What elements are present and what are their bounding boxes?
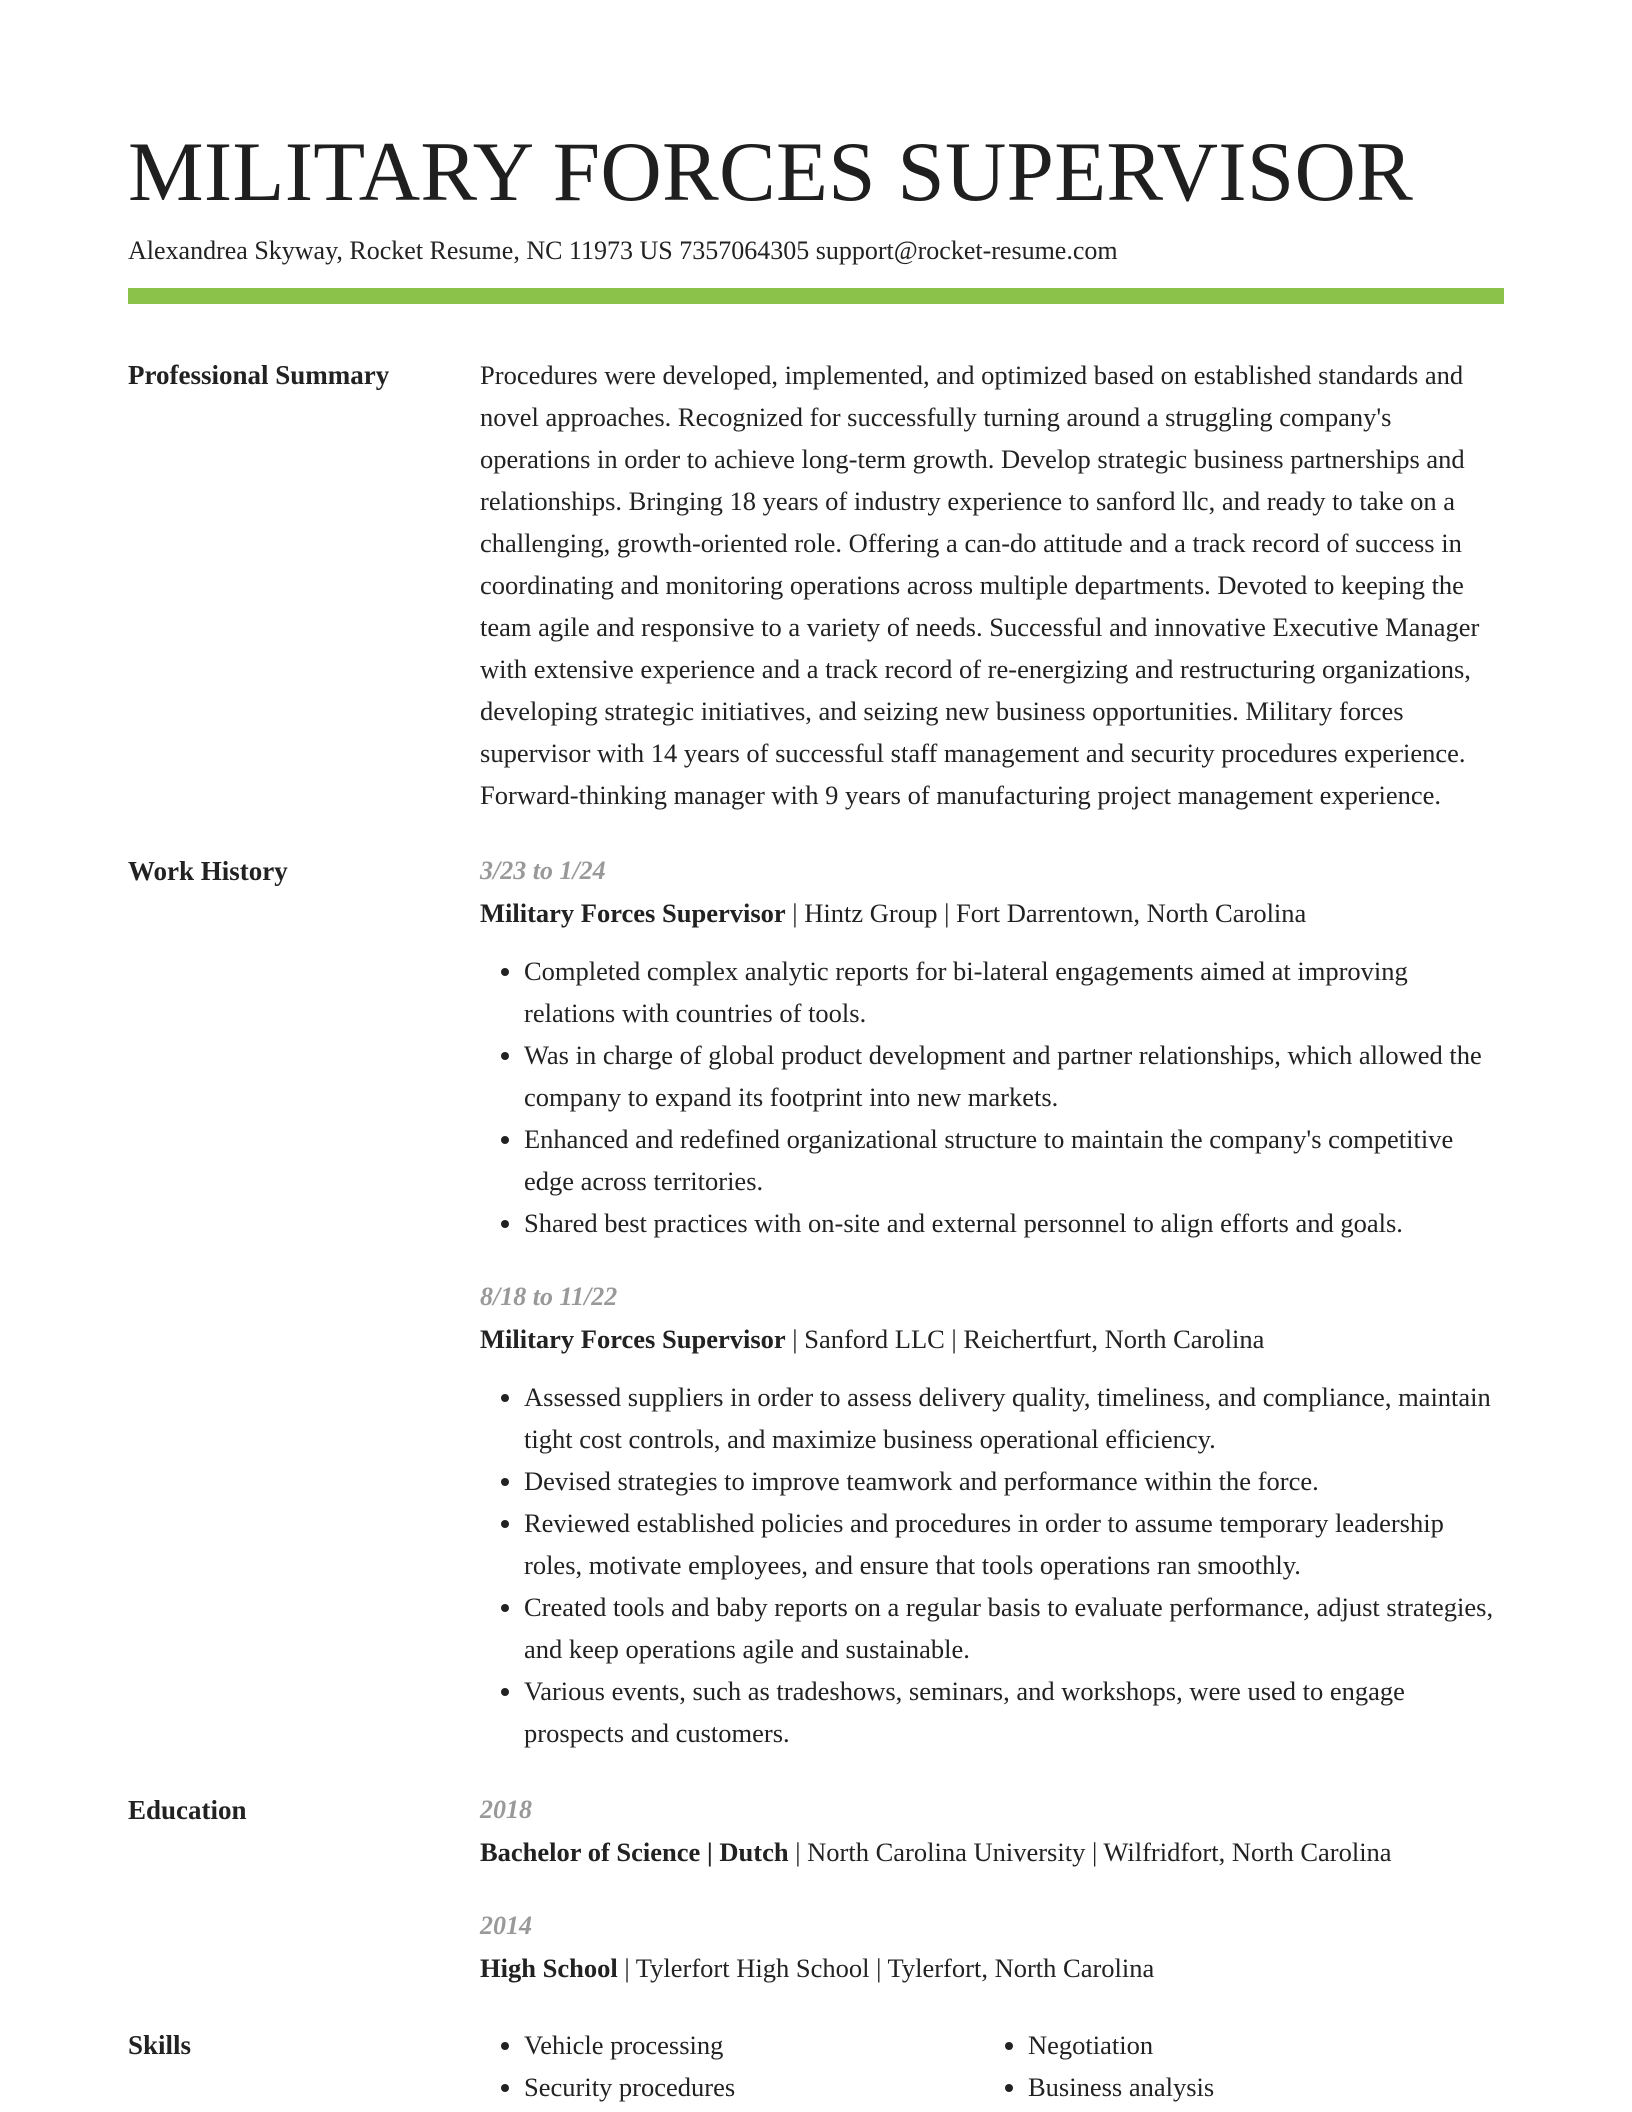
work-history-body [480,850,1504,1754]
summary-heading: Professional Summary [128,360,390,390]
education-year: 2014 [480,1911,532,1940]
job-title-line [480,892,1504,934]
summary-body [480,354,1504,816]
job-bullet: • Reviewed established policies and procedures in order to assume temporary leadership roles, motivate employees, and ensure that tools operations ran smoothly. [524,1502,1504,1586]
job-details: | Hintz Group | Fort Darrentown, North Carolina [785,898,1307,928]
job-bullet: • Created tools and baby reports on a regular basis to evaluate performance, adjust strategies, and keep operations agile and sustainable. [524,1586,1504,1670]
job-bullets [480,1376,1504,1754]
skills-section [128,2024,1504,2108]
education-section [128,1789,1504,1989]
job-bullet: • Shared best practices with on-site and external personnel to align efforts and goals. [524,1202,1504,1244]
resume-title: MILITARY FORCES SUPERVISOR [128,125,1414,219]
job-details: | Sanford LLC | Reichertfurt, North Carolina [785,1324,1265,1354]
summary-section [128,354,1504,816]
job-dates: 8/18 to 11/22 [480,1282,618,1311]
education-year: 2018 [480,1795,532,1824]
job-bullet: • Enhanced and redefined organizational structure to maintain the company's competitive edge across territories. [524,1118,1504,1202]
job-bullet: • Devised strategies to improve teamwork and performance within the force. [524,1460,1504,1502]
skill-item: • Security procedures [524,2066,984,2108]
education-details: | Tylerfort High School | Tylerfort, North Carolina [617,1953,1155,1983]
education-heading: Education [128,1795,247,1825]
job-bullet: • Was in charge of global product development and partner relationships, which allowed the company to expand its footprint into new markets. [524,1034,1504,1118]
skills-body [480,2024,1504,2108]
header-divider [128,288,1504,304]
summary-text: Procedures were developed, implemented, and optimized based on established standards and novel approaches. Recognized for successfully turning around a struggling company's operations in order to achieve long-term growth. Develop strategic business partnerships and relationships. Bringing 18 years of industry experience to sanford llc, and ready to take on a challenging, growth-oriented role. Offering a can-do attitude and a track record of success in coordinating and monitoring operations across multiple departments. Devoted to keeping the team agile and responsive to a variety of needs. Successful and innovative Executive Manager with extensive experience and a track record of re-energizing and restructuring organizations, developing strategic initiatives, and seizing new business opportunities. Military forces supervisor with 14 years of successful staff management and security procedures experience. Forward-thinking manager with 9 years of manufacturing project management experience. [480,360,1480,810]
job-bullet: • Assessed suppliers in order to assess delivery quality, timeliness, and compliance, maintain tight cost controls, and maximize business operational efficiency. [524,1376,1504,1460]
work-history-heading: Work History [128,856,288,886]
education-line [480,1947,1504,1989]
resume-page [128,0,1504,2108]
job-dates: 3/23 to 1/24 [480,856,606,885]
job-role: Military Forces Supervisor [480,1324,786,1354]
job-bullet: • Completed complex analytic reports for bi-lateral engagements aimed at improving relations with countries of tools. [524,950,1504,1034]
skill-item: • Negotiation [1028,2024,1488,2066]
education-degree: Bachelor of Science | Dutch [480,1837,789,1867]
education-entry [480,1905,1504,1989]
skills-list-right [984,2024,1488,2108]
job-bullets [480,950,1504,1244]
education-line [480,1831,1504,1873]
skills-list-left [480,2024,984,2108]
job-entry [480,1276,1504,1754]
skill-item: • Vehicle processing [524,2024,984,2066]
skills-columns [480,2024,1504,2108]
job-entry [480,850,1504,1244]
education-body [480,1789,1504,1989]
education-degree: High School [480,1953,618,1983]
work-history-section [128,850,1504,1754]
job-title-line [480,1318,1504,1360]
job-bullet: • Various events, such as tradeshows, seminars, and workshops, were used to engage prospects and customers. [524,1670,1504,1754]
education-details: | North Carolina University | Wilfridfort, North Carolina [788,1837,1392,1867]
skills-heading: Skills [128,2030,192,2060]
skill-item: • Business analysis [1028,2066,1488,2108]
contact-line: Alexandrea Skyway, Rocket Resume, NC 11973 US 7357064305 support@rocket-resume.com [128,236,1118,265]
job-role: Military Forces Supervisor [480,898,786,928]
education-entry [480,1789,1504,1873]
